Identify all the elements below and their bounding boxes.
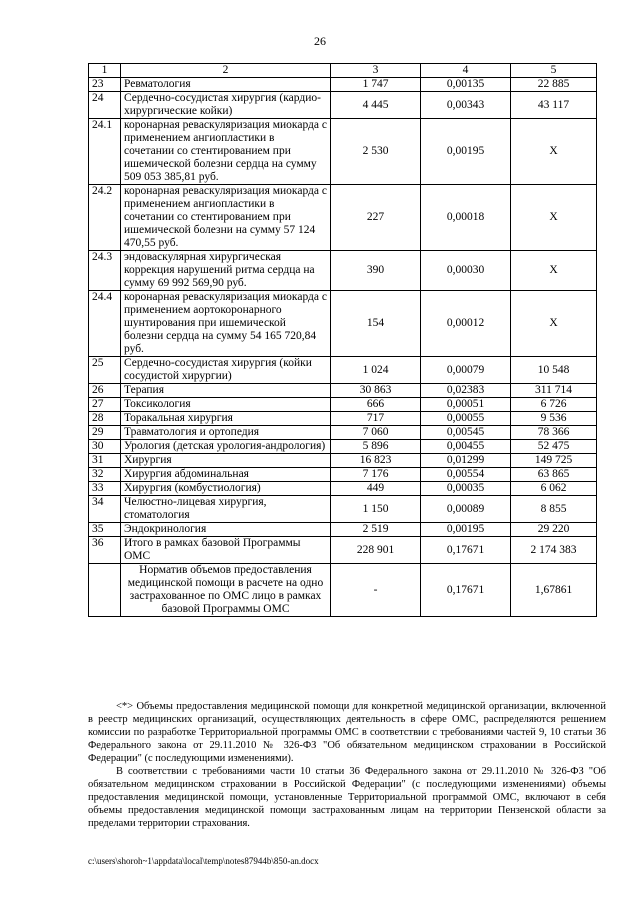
row-number: 36 — [89, 537, 121, 564]
norm-cell: 0,00455 — [421, 440, 511, 454]
volume-cell: 1 150 — [331, 496, 421, 523]
row-number: 24 — [89, 92, 121, 119]
cost-cell: 43 117 — [511, 92, 597, 119]
table-row — [89, 523, 597, 537]
norm-cell: 0,00195 — [421, 523, 511, 537]
volume-cell: 1 747 — [331, 78, 421, 92]
row-name: Сердечно-сосудистая хирургия (койки сосудистой хирургии) — [121, 357, 331, 384]
row-name: Сердечно-сосудистая хирургия (кардио-хирургические койки) — [121, 92, 331, 119]
normative-row — [89, 564, 597, 617]
row-number: 29 — [89, 426, 121, 440]
norm-cell: 0,02383 — [421, 384, 511, 398]
cost-cell: Х — [511, 185, 597, 251]
volume-cell: 228 901 — [331, 537, 421, 564]
row-number: 24.1 — [89, 119, 121, 185]
volume-cell: 5 896 — [331, 440, 421, 454]
volume-cell: 2 530 — [331, 119, 421, 185]
row-name: коронарная реваскуляризация миокарда с применением ангиопластики в сочетании со стентированием при ишемической болезни на сумму 57 124 470,55 руб. — [121, 185, 331, 251]
cost-cell: 22 885 — [511, 78, 597, 92]
cost-cell: 63 865 — [511, 468, 597, 482]
row-number: 28 — [89, 412, 121, 426]
volume-cell: 227 — [331, 185, 421, 251]
table-row — [89, 537, 597, 564]
volume-cell: 666 — [331, 398, 421, 412]
row-number: 23 — [89, 78, 121, 92]
table-row — [89, 119, 597, 185]
row-name: Травматология и ортопедия — [121, 426, 331, 440]
row-name: Хирургия (комбустиология) — [121, 482, 331, 496]
norm-cell: 0,00030 — [421, 251, 511, 291]
header-cell: 5 — [511, 64, 597, 78]
cost-cell: Х — [511, 291, 597, 357]
cost-cell: 149 725 — [511, 454, 597, 468]
row-name: коронарная реваскуляризация миокарда с применением ангиопластики в сочетании со стентированием при ишемической болезни сердца на сумму 509 053 385,81 руб. — [121, 119, 331, 185]
norm-cell: 0,00135 — [421, 78, 511, 92]
norm-cell: 0,00051 — [421, 398, 511, 412]
file-path: c:\users\shoroh~1\appdata\local\temp\notes87944b\850-an.docx — [88, 856, 319, 866]
header-cell: 3 — [331, 64, 421, 78]
row-name: Торакальная хирургия — [121, 412, 331, 426]
row-name: Хирургия — [121, 454, 331, 468]
volume-cell: 449 — [331, 482, 421, 496]
table-row — [89, 482, 597, 496]
row-number — [89, 564, 121, 617]
footnote — [88, 700, 606, 830]
table-row — [89, 384, 597, 398]
cost-cell: 78 366 — [511, 426, 597, 440]
norm-cell: 0,17671 — [421, 537, 511, 564]
volume-cell: 154 — [331, 291, 421, 357]
norm-cell: 0,00545 — [421, 426, 511, 440]
cost-cell: 9 536 — [511, 412, 597, 426]
table-row — [89, 291, 597, 357]
volume-cell: 2 519 — [331, 523, 421, 537]
volume-cell: 4 445 — [331, 92, 421, 119]
norm-cell: 0,00035 — [421, 482, 511, 496]
table-row — [89, 92, 597, 119]
norm-cell: 0,00012 — [421, 291, 511, 357]
row-name: Норматив объемов предоставления медицинской помощи в расчете на одно застрахованное по ОМС лицо в рамках базовой Программы ОМС — [121, 564, 331, 617]
table-row — [89, 496, 597, 523]
volume-cell: - — [331, 564, 421, 617]
cost-cell: 10 548 — [511, 357, 597, 384]
row-number: 30 — [89, 440, 121, 454]
row-name: коронарная реваскуляризация миокарда с применением аортокоронарного шунтирования при ишемической болезни сердца на сумму 54 165 720,84 руб. — [121, 291, 331, 357]
row-name: Хирургия абдоминальная — [121, 468, 331, 482]
header-cell: 1 — [89, 64, 121, 78]
row-number: 24.2 — [89, 185, 121, 251]
row-name: Токсикология — [121, 398, 331, 412]
table-row — [89, 468, 597, 482]
row-number: 32 — [89, 468, 121, 482]
table-row — [89, 357, 597, 384]
norm-cell: 0,00018 — [421, 185, 511, 251]
cost-cell: 6 062 — [511, 482, 597, 496]
cost-cell: Х — [511, 119, 597, 185]
volume-cell: 1 024 — [331, 357, 421, 384]
row-name: Итого в рамках базовой Программы ОМС — [121, 537, 331, 564]
cost-cell: 52 475 — [511, 440, 597, 454]
cost-cell: Х — [511, 251, 597, 291]
norm-cell: 0,01299 — [421, 454, 511, 468]
table-row — [89, 185, 597, 251]
volume-cell: 7 176 — [331, 468, 421, 482]
row-number: 24.4 — [89, 291, 121, 357]
cost-cell: 8 855 — [511, 496, 597, 523]
row-number: 34 — [89, 496, 121, 523]
row-name: Ревматология — [121, 78, 331, 92]
volume-cell: 717 — [331, 412, 421, 426]
norm-cell: 0,00079 — [421, 357, 511, 384]
volumes-table — [88, 63, 597, 617]
row-number: 35 — [89, 523, 121, 537]
cost-cell: 311 714 — [511, 384, 597, 398]
row-name: эндоваскулярная хирургическая коррекция нарушений ритма сердца на сумму 69 992 569,90 руб. — [121, 251, 331, 291]
header-cell: 2 — [121, 64, 331, 78]
row-number: 26 — [89, 384, 121, 398]
cost-cell: 2 174 383 — [511, 537, 597, 564]
row-name: Урология (детская урология-андрология) — [121, 440, 331, 454]
row-number: 24.3 — [89, 251, 121, 291]
cost-cell: 6 726 — [511, 398, 597, 412]
row-name: Эндокринология — [121, 523, 331, 537]
header-cell: 4 — [421, 64, 511, 78]
row-name: Челюстно-лицевая хирургия, стоматология — [121, 496, 331, 523]
table-row — [89, 426, 597, 440]
row-number: 27 — [89, 398, 121, 412]
cost-cell: 29 220 — [511, 523, 597, 537]
footnote-paragraph: <*> Объемы предоставления медицинской помощи для конкретной медицинской организации, включенной в реестр медицинских организаций, осуществляющих деятельность в сфере ОМС, распределяются решением комиссии по разработке Территориальной программы ОМС в соответствии с требованиями частей 9, 10 статьи 36 Федерального закона от 29.11.2010 № 326-ФЗ "Об обязательном медицинском страховании в Российской Федерации" (с последующими изменениями). — [88, 701, 606, 764]
norm-cell: 0,00055 — [421, 412, 511, 426]
table-row — [89, 398, 597, 412]
table-row — [89, 251, 597, 291]
norm-cell: 0,00195 — [421, 119, 511, 185]
norm-cell: 0,00089 — [421, 496, 511, 523]
cost-cell: 1,67861 — [511, 564, 597, 617]
row-name: Терапия — [121, 384, 331, 398]
volume-cell: 390 — [331, 251, 421, 291]
row-number: 33 — [89, 482, 121, 496]
norm-cell: 0,00343 — [421, 92, 511, 119]
table-row — [89, 454, 597, 468]
volume-cell: 16 823 — [331, 454, 421, 468]
table-row — [89, 412, 597, 426]
table-row — [89, 440, 597, 454]
row-number: 31 — [89, 454, 121, 468]
table-row — [89, 78, 597, 92]
row-number: 25 — [89, 357, 121, 384]
table-header-row — [89, 64, 597, 78]
norm-cell: 0,17671 — [421, 564, 511, 617]
norm-cell: 0,00554 — [421, 468, 511, 482]
footnote-paragraph: В соответствии с требованиями части 10 статьи 36 Федерального закона от 29.11.2010 № 326-ФЗ "Об обязательном медицинском страховании в Российской Федерации" (с последующими изменениями) объемы предоставления медицинской помощи, установленные Территориальной программой ОМС, включают в себя объемы предоставления медицинской помощи застрахованным лицам на территории Пензенской области за пределами территории страхования. — [88, 766, 606, 829]
volume-cell: 30 863 — [331, 384, 421, 398]
volume-cell: 7 060 — [331, 426, 421, 440]
page-number: 26 — [314, 34, 326, 48]
